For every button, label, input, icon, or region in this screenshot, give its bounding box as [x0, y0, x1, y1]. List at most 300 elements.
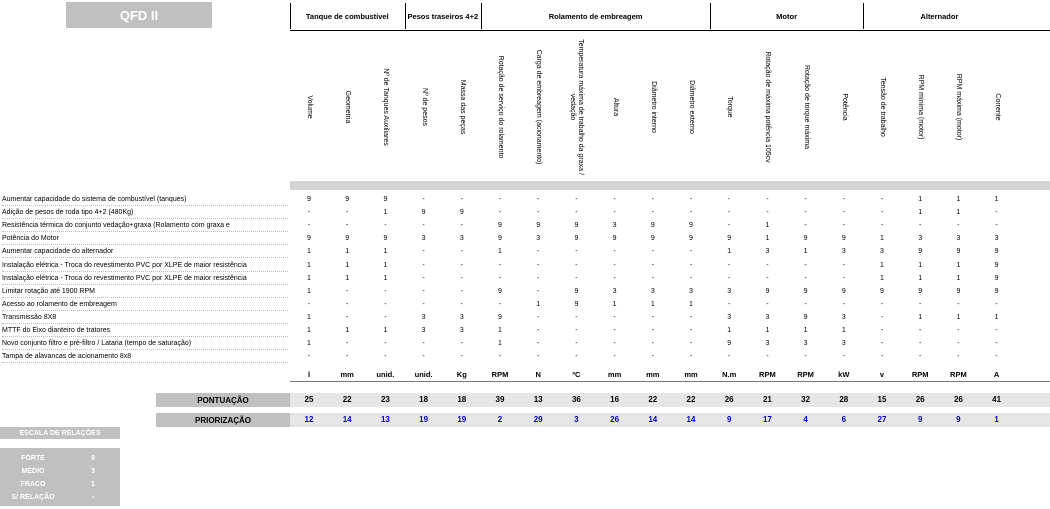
matrix-cell: 1 [994, 313, 999, 321]
matrix-cell: - [651, 261, 654, 269]
priorizacao-cell: 9 [917, 415, 923, 424]
pontuacao-cell: 28 [839, 395, 849, 404]
group-separator [290, 3, 291, 29]
matrix-cell: 9 [918, 248, 923, 256]
matrix-cell: 1 [918, 313, 923, 321]
column-header-text: Nº de pesos [420, 87, 428, 126]
group-separator [863, 3, 864, 29]
matrix-cell: - [498, 209, 502, 217]
matrix-cell: - [919, 327, 922, 334]
matrix-cell: 9 [956, 287, 961, 295]
unit-cell: unid. [414, 370, 433, 379]
priorizacao-cell: 6 [841, 415, 847, 424]
priorizacao-cell: 14 [342, 415, 352, 424]
matrix-cell: 9 [689, 222, 693, 230]
matrix-cell: 3 [956, 235, 961, 243]
column-header [939, 34, 977, 179]
matrix-cell: - [384, 222, 387, 230]
pontuacao-label: PONTUAÇÃO [156, 393, 290, 407]
matrix-cell: - [957, 353, 960, 361]
pontuacao-cell: 26 [915, 395, 925, 404]
column-header-text: Rotação de torque máxima [802, 64, 810, 149]
matrix-cell: - [804, 274, 807, 282]
column-header [557, 34, 595, 179]
scale-item-value: - [91, 494, 95, 501]
matrix-cell: - [498, 261, 502, 269]
matrix-cell: - [995, 222, 998, 230]
matrix-cell: 1 [307, 261, 311, 269]
priorizacao-cell: 17 [762, 415, 772, 424]
matrix-cell: - [728, 353, 731, 361]
pontuacao-cell: 36 [571, 395, 581, 404]
matrix-cell: - [766, 353, 769, 361]
matrix-cell: 1 [345, 327, 350, 334]
matrix-cell: - [307, 300, 311, 308]
matrix-cell: 3 [727, 313, 732, 321]
matrix-cell: 9 [727, 340, 732, 348]
unit-cell: mm [684, 370, 698, 379]
priorizacao-cell: 12 [304, 415, 314, 424]
pontuacao-cell: 39 [495, 395, 505, 404]
matrix-cell: - [537, 261, 540, 269]
matrix-cell: 1 [994, 196, 999, 203]
scale-item-name: MÉDIO [21, 468, 45, 475]
matrix-cell: 3 [803, 340, 808, 348]
column-header [978, 34, 1016, 179]
matrix-cell: 9 [498, 313, 502, 321]
matrix-cell: 9 [536, 222, 541, 230]
matrix-cell: - [575, 327, 578, 334]
matrix-cell: 9 [803, 313, 808, 321]
matrix-cell: 1 [765, 222, 770, 230]
matrix-cell: - [537, 340, 540, 348]
matrix-cell: - [384, 353, 387, 361]
matrix-cell: - [498, 300, 502, 308]
pontuacao-cell: 25 [304, 395, 314, 404]
matrix-cell: 1 [841, 327, 846, 334]
matrix-cell: - [613, 327, 616, 334]
matrix-cell: 1 [689, 300, 693, 308]
priorizacao-cell: 27 [877, 415, 887, 424]
matrix-cell: 3 [536, 235, 541, 243]
matrix-cell: 9 [994, 274, 999, 282]
column-header-text: Massa das peças [458, 79, 466, 134]
matrix-cell: 1 [803, 327, 808, 334]
matrix-cell: - [422, 248, 425, 256]
matrix-cell: - [651, 340, 654, 348]
matrix-cell: 9 [880, 287, 884, 295]
column-header-text: Diâmetro interno [649, 80, 657, 133]
matrix-cell: - [384, 340, 387, 348]
matrix-cell: - [880, 300, 884, 308]
pontuacao-cell: 26 [724, 395, 734, 404]
matrix-cell: 9 [574, 300, 579, 308]
matrix-cell: 1 [956, 196, 961, 203]
matrix-cell: - [957, 340, 960, 348]
unit-cell: RPM [797, 370, 814, 379]
matrix-cell: - [422, 340, 425, 348]
matrix-cell: 1 [918, 196, 923, 203]
matrix-cell: - [307, 222, 311, 230]
matrix-cell: 9 [956, 248, 961, 256]
header-separator-band [290, 181, 1050, 190]
matrix-cell: - [575, 209, 578, 217]
matrix-cell: - [804, 209, 807, 217]
matrix-cell: - [651, 327, 654, 334]
matrix-cell: 9 [841, 287, 846, 295]
row-requirement-label: Potência do Motor [2, 232, 288, 245]
column-header [290, 34, 328, 179]
column-header-text: Nº de Tanques Auxiliares [382, 67, 390, 146]
matrix-cell: 1 [307, 313, 311, 321]
matrix-cell: 3 [421, 327, 426, 334]
matrix-cell: - [575, 313, 578, 321]
matrix-cell: - [651, 196, 654, 203]
matrix-cell: 9 [650, 235, 655, 243]
row-requirement-label: Transmissão 8X8 [2, 311, 288, 324]
matrix-cell: - [346, 300, 349, 308]
column-header [863, 34, 901, 179]
matrix-cell: - [804, 196, 807, 203]
matrix-cell: 3 [459, 235, 464, 243]
column-header-text: Tensão de trabalho [879, 76, 887, 137]
priorizacao-cell: 19 [457, 415, 467, 424]
matrix-cell: - [460, 248, 463, 256]
priorizacao-cell: 9 [726, 415, 732, 424]
matrix-cell: - [842, 300, 845, 308]
matrix-cell: - [995, 209, 998, 217]
matrix-cell: - [728, 196, 731, 203]
matrix-cell: 1 [956, 261, 961, 269]
priorizacao-cell: 29 [533, 415, 543, 424]
column-header-text: Volume [306, 94, 314, 119]
matrix-cell: - [995, 353, 998, 361]
unit-cell: RPM [491, 370, 509, 379]
unit-cell: RPM [950, 370, 967, 379]
priorizacao-cell: 9 [956, 415, 961, 424]
matrix-cell: 3 [650, 287, 655, 295]
matrix-cell: 9 [574, 222, 579, 230]
matrix-cell: 9 [383, 196, 388, 203]
matrix-cell: 1 [918, 261, 923, 269]
row-requirement-label: MTTF do Eixo dianteiro de tratores [2, 324, 288, 337]
matrix-cell: - [498, 274, 502, 282]
matrix-cell: 1 [918, 209, 923, 217]
unit-cell: l [307, 370, 311, 379]
matrix-cell: - [919, 340, 922, 348]
matrix-cell: 1 [880, 261, 884, 269]
matrix-cell: 1 [345, 274, 350, 282]
matrix-cell: - [689, 274, 693, 282]
matrix-cell: 9 [421, 209, 426, 217]
matrix-cell: - [422, 261, 425, 269]
matrix-cell: - [880, 196, 884, 203]
matrix-cell: - [842, 353, 845, 361]
matrix-cell: 1 [765, 235, 770, 243]
matrix-cell: - [537, 353, 540, 361]
matrix-cell: - [689, 248, 693, 256]
priorizacao-cell: 26 [610, 415, 620, 424]
matrix-cell: - [804, 353, 807, 361]
matrix-cell: 1 [727, 327, 732, 334]
matrix-cell: - [422, 287, 425, 295]
group-header: Alternador [920, 11, 959, 21]
column-header [710, 34, 748, 179]
group-header: Tanque de combustível [305, 11, 389, 21]
matrix-cell: - [575, 261, 578, 269]
matrix-cell: 1 [956, 274, 961, 282]
matrix-cell: - [460, 222, 463, 230]
matrix-cell: - [957, 327, 960, 334]
scale-item-name: S/ RELAÇÃO [11, 494, 55, 501]
matrix-cell: - [307, 353, 311, 361]
unit-cell: mm [646, 370, 660, 379]
column-header [519, 34, 557, 179]
unit-cell: unid. [376, 370, 395, 379]
matrix-cell: - [575, 353, 578, 361]
row-requirement-label: Adição de pesos de roda tipo 4+2 (480Kg) [2, 206, 288, 219]
group-separator [405, 3, 406, 29]
row-requirement-label: Instalação elétrica - Troca do revestimento PVC por XLPE de maior resistência [2, 272, 288, 285]
priorizacao-cell: 14 [648, 415, 658, 424]
matrix-cell: - [957, 300, 960, 308]
column-header [748, 34, 786, 179]
matrix-cell: 3 [918, 235, 923, 243]
priorizacao-cell: 2 [497, 415, 503, 424]
matrix-cell: 1 [498, 248, 502, 256]
matrix-cell: - [384, 313, 387, 321]
matrix-cell: 1 [307, 274, 311, 282]
matrix-cell: 9 [459, 209, 464, 217]
matrix-cell: - [498, 196, 502, 203]
matrix-cell: - [613, 261, 616, 269]
group-underline [290, 30, 1050, 31]
matrix-cell: - [613, 340, 616, 348]
matrix-cell: 1 [307, 327, 311, 334]
matrix-cell: - [613, 196, 616, 203]
column-header-text: Rotação de máxima potência 105cv [764, 50, 772, 163]
priorizacao-label: PRIORIZAÇÃO [156, 413, 290, 427]
matrix-cell: - [804, 222, 807, 230]
matrix-cell: 3 [612, 287, 617, 295]
column-header-text: Corrente [993, 92, 1001, 121]
matrix-cell: 1 [498, 327, 502, 334]
column-header [672, 34, 710, 179]
matrix-cell: 3 [689, 287, 693, 295]
matrix-cell: 3 [841, 313, 846, 321]
matrix-cell: - [460, 300, 463, 308]
matrix-cell: - [880, 340, 884, 348]
matrix-cell: 3 [421, 313, 426, 321]
matrix-cell: 9 [307, 196, 311, 203]
matrix-cell: 3 [459, 327, 464, 334]
matrix-cell: - [689, 340, 693, 348]
row-requirement-label: Acesso ao rolamento de embreagem [2, 298, 288, 311]
matrix-cell: 1 [803, 248, 808, 256]
priorizacao-cell: 13 [380, 415, 390, 424]
matrix-cell: - [880, 222, 884, 230]
unit-cell: RPM [911, 370, 929, 379]
column-header [443, 34, 481, 179]
matrix-cell: 1 [498, 340, 502, 348]
unit-cell: N.m [722, 370, 737, 379]
scale-legend [0, 448, 120, 506]
matrix-cell: - [498, 353, 502, 361]
matrix-cell: - [766, 274, 769, 282]
matrix-cell: 1 [956, 209, 961, 217]
matrix-cell: - [766, 261, 769, 269]
matrix-cell: - [460, 340, 463, 348]
matrix-cell: 9 [841, 235, 846, 243]
matrix-cell: - [346, 340, 349, 348]
matrix-cell: - [995, 327, 998, 334]
group-separator [481, 3, 482, 29]
matrix-cell: - [613, 313, 616, 321]
matrix-cell: - [728, 300, 731, 308]
column-header [787, 34, 825, 179]
pontuacao-cell: 23 [380, 395, 390, 404]
column-header [634, 34, 672, 179]
priorizacao-cell: 14 [686, 415, 696, 424]
matrix-cell: 1 [383, 261, 388, 269]
matrix-cell: 9 [650, 222, 655, 230]
matrix-cell: - [995, 300, 998, 308]
unit-cell: N [535, 370, 541, 379]
matrix-cell: - [728, 209, 731, 217]
priorizacao-cell: 4 [803, 415, 808, 424]
row-requirement-label: Aumentar capacidade do sistema de combustível (tanques) [2, 193, 288, 206]
matrix-cell: - [880, 327, 884, 334]
matrix-cell: - [575, 248, 578, 256]
matrix-cell: - [537, 209, 540, 217]
pontuacao-cell: 26 [953, 395, 963, 404]
matrix-cell: - [575, 196, 578, 203]
matrix-cell: - [346, 209, 349, 217]
matrix-cell: - [346, 222, 349, 230]
matrix-cell: 1 [956, 313, 961, 321]
matrix-cell: - [842, 261, 845, 269]
matrix-cell: - [919, 300, 922, 308]
matrix-cell: 1 [307, 340, 311, 348]
row-requirement-label: Aumentar capacidade do alternador [2, 245, 288, 258]
matrix-cell: - [880, 209, 884, 217]
matrix-cell: - [651, 248, 654, 256]
matrix-cell: 1 [307, 248, 311, 256]
matrix-cell: 3 [994, 235, 999, 243]
matrix-cell: 1 [727, 248, 732, 256]
matrix-cell: - [613, 248, 616, 256]
matrix-cell: 9 [498, 222, 502, 230]
column-header [901, 34, 939, 179]
row-requirement-label: Resistência térmica do conjunto vedação+graxa (Rolamento com graxa e [2, 219, 288, 232]
unit-cell: v [879, 370, 885, 379]
pontuacao-cell: 21 [762, 395, 772, 404]
matrix-cell: 9 [383, 235, 388, 243]
matrix-cell: 1 [383, 248, 388, 256]
matrix-cell: - [346, 313, 349, 321]
matrix-cell: 3 [841, 248, 846, 256]
matrix-cell: 3 [765, 313, 770, 321]
column-header [366, 34, 404, 179]
matrix-cell: - [575, 340, 578, 348]
matrix-cell: 1 [880, 274, 884, 282]
column-header [328, 34, 366, 179]
pontuacao-cell: 18 [419, 395, 429, 404]
matrix-cell: 1 [650, 300, 655, 308]
row-requirement-label: Tampa de alavancas de acionamento 8x8 [2, 350, 288, 363]
row-requirement-label: Novo conjunto filtro e pré-filtro / Lataria (tempo de saturação) [2, 337, 288, 350]
matrix-cell: - [689, 209, 693, 217]
column-header-text: Geometria [344, 90, 352, 123]
pontuacao-cell: 22 [648, 395, 658, 404]
unit-cell: RPM [759, 370, 776, 379]
column-header-text: Altura [611, 97, 619, 116]
scale-item-value: 1 [91, 481, 95, 488]
matrix-cell: - [537, 287, 540, 295]
matrix-cell: - [880, 313, 884, 321]
column-header [405, 34, 443, 179]
matrix-cell: 9 [574, 287, 579, 295]
matrix-cell: - [460, 353, 463, 361]
matrix-cell: - [460, 196, 463, 203]
matrix-cell: - [537, 248, 540, 256]
matrix-cell: 9 [727, 235, 732, 243]
matrix-cell: - [613, 353, 616, 361]
matrix-cell: 9 [574, 235, 579, 243]
matrix-cell: 1 [536, 300, 541, 308]
unit-cell: mm [607, 370, 622, 379]
matrix-cell: - [537, 327, 540, 334]
matrix-cell: - [804, 261, 807, 269]
matrix-cell: - [422, 274, 425, 282]
matrix-cell: - [422, 196, 425, 203]
matrix-cell: 1 [383, 327, 388, 334]
priorizacao-cell: 3 [574, 415, 579, 424]
matrix-cell: - [842, 222, 845, 230]
matrix-cell: - [766, 196, 769, 203]
matrix-cell: - [842, 274, 845, 282]
column-header-text: Rotação de serviço do rolamento [497, 55, 505, 158]
column-header-text: Torque [726, 95, 734, 118]
matrix-cell: - [728, 261, 731, 269]
matrix-cell: 9 [994, 261, 999, 269]
pontuacao-cell: 15 [877, 395, 887, 404]
matrix-cell: - [575, 274, 578, 282]
matrix-cell: - [422, 300, 425, 308]
column-header [596, 34, 634, 179]
matrix-cell: 3 [459, 313, 464, 321]
pontuacao-cell: 41 [992, 395, 1002, 404]
matrix-cell: - [346, 287, 349, 295]
scale-item-value: 9 [91, 455, 95, 462]
matrix-cell: - [651, 313, 654, 321]
matrix-cell: 9 [994, 287, 999, 295]
matrix-cell: - [537, 313, 540, 321]
group-separator [710, 3, 711, 29]
matrix-cell: 3 [421, 235, 426, 243]
pontuacao-cell: 22 [342, 395, 352, 404]
matrix-cell: - [995, 340, 998, 348]
pontuacao-cell: 16 [610, 395, 620, 404]
unit-cell: mm [340, 370, 354, 379]
matrix-cell: - [651, 209, 654, 217]
matrix-cell: - [766, 300, 769, 308]
scale-item-name: FORTE [21, 455, 45, 462]
matrix-cell: - [460, 274, 463, 282]
column-header-text: RPM máxima (motor) [955, 73, 963, 140]
row-requirement-label: Instalação elétrica - Troca do revestimento PVC por XLPE de maior resistência [2, 259, 288, 272]
column-header-text: Carga de embreagem (acionamento) [535, 49, 543, 164]
